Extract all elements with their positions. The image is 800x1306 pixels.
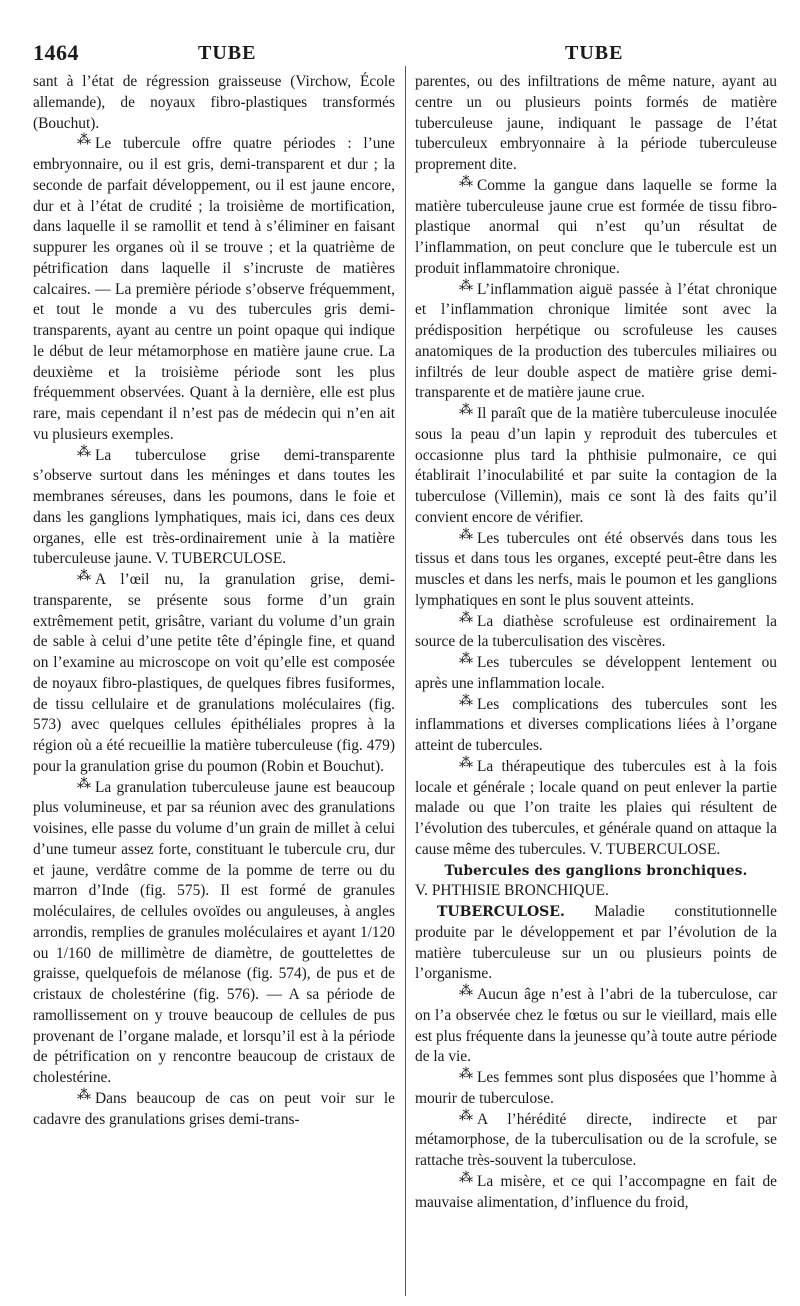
paragraph: ⁂ Comme la gangue dans laquelle se forme la matière tuberculeuse jaune crue est formée de tissu fibro-plastique anormal qui n’est qu’un résultat de l’inflammation, on peut conclure que le tubercule est un produit inflammatoire chronique. — [415, 174, 777, 277]
right-column — [415, 72, 777, 1213]
paragraph: ⁂ Les tubercules se développent lentement ou après une inflammation locale. — [415, 652, 777, 692]
paragraph: ⁂ Il paraît que de la matière tuberculeuse inoculée sous la peau d’un lapin y reproduit des tubercules et occasionne plus tard la phthisie pulmonaire, ce qui établirait l’inoculabilité et par suite la contagion de la tuberculose (Villemin), mais ce sont là des faits qu’il convient encore de vérifier. — [415, 403, 777, 526]
entry-definition: Maladie constitutionnelle produite par le développement et par l’évolution de la matière tuberculeuse sur un ou plusieurs points de l’organisme. — [415, 903, 777, 983]
paragraph: ⁂ La diathèse scrofuleuse est ordinairement la source de la tuberculisation des viscères. — [415, 610, 777, 651]
section-reference: V. PHTHISIE BRONCHIQUE. — [415, 882, 609, 900]
asterism-icon: ⁂ — [459, 1067, 473, 1082]
page-header — [0, 40, 800, 70]
paragraph: ⁂ La granulation tuberculeuse jaune est beaucoup plus volumineuse, et par sa réunion avec des granulations voisines, elle passe du volume d’un grain de millet à celui d’une tumeur assez forte, constituant le tubercule cru, dur et jaune, verdâtre comme de la pomme de terre ou du marron d’Inde (fig. 575). Il est formé de granules moléculaires, de cellules ovoïdes ou anguleuses, à angles arrondis, remplies de granules moléculaires et ayant 1/120 ou 1/160 de millimètre de diamètre, de gouttelettes de graisse, quelquefois de mélanose (fig. 574), de pus et de cristaux de cholestérine (fig. 576). — A sa période de ramollissement on y trouve beaucoup de cellules de pus provenant de l’organe malade, et lorsqu’il est à la période de pétrification on y rencontre beaucoup de cristaux de cholestérine. — [33, 776, 395, 1086]
paragraph: ⁂ A l’œil nu, la granulation grise, demi-transparente, se présente sous forme d’un grain extrêmement petit, grisâtre, variant du volume d’un grain de sable à celui d’une petite tête d’épingle fine, et quand on l’examine au microscope on voit qu’elle est composée de noyaux fibro-plastiques, de quelques fibres fusiformes, de tissu cellulaire et de granulations moléculaires (fig. 573) avec quelques cellules épithéliales propres à la région où a été recueillie la matière tuberculeuse (fig. 479) pour la granulation grise du poumon (Robin et Bouchut). — [33, 569, 395, 775]
asterism-icon: ⁂ — [77, 569, 91, 584]
paragraph: ⁂ La tuberculose grise demi-transparente s’observe surtout dans les méninges et dans toutes les membranes séreuses, dans les poumons, dans le foie et dans les ganglions lymphatiques, mais ici, dans ces deux organes, elle est très-ordinairement unie à la matière tuberculeuse jaune. V. TUBERCULOSE. — [33, 444, 395, 568]
paragraph: ⁂ Le tubercule offre quatre périodes : l’une embryonnaire, ou il est gris, demi-transparent et dur ; la seconde de parfait développement, ou il est jaune encore, dur et à l’état de crudité ; la troisième de mortification, dans laquelle il se ramollit et tend à s’éliminer en faisant suppurer les organes où il se trouve ; et la quatrième de pétrification dans laquelle il s’incruste de matières calcaires. — La première période s’observe fréquemment, et tout le monde a vu des tubercules gris demi-transparents, ayant au centre un point opaque qui indique le début de leur métamorphose en matière jaune crue. La deuxième et la troisième période sont les plus fréquemment observées. Quant à la dernière, elle est plus rare, mais cependant il n’est pas de médecin qui n’en ait vu plusieurs exemples. — [33, 133, 395, 443]
asterism-icon: ⁂ — [459, 693, 473, 709]
asterism-icon: ⁂ — [459, 984, 473, 999]
asterism-icon: ⁂ — [77, 776, 91, 792]
asterism-icon: ⁂ — [77, 133, 91, 149]
asterism-icon: ⁂ — [459, 403, 473, 418]
section-title: Tubercules des ganglions bronchiques. — [444, 862, 748, 879]
paragraph: ⁂ Dans beaucoup de cas on peut voir sur le cadavre des granulations grises demi-trans- — [33, 1087, 395, 1128]
paragraph: sant à l’état de régression graisseuse (Virchow, École allemande), de noyaux fibro-plastiques transformés (Bouchut). — [33, 73, 395, 132]
asterism-icon: ⁂ — [459, 1108, 473, 1124]
asterism-icon: ⁂ — [459, 610, 473, 626]
entry-headword: TUBERCULOSE. — [437, 904, 565, 920]
paragraph: ⁂ La thérapeutique des tubercules est à la fois locale et générale ; locale quand on peut enlever la partie malade ou que l’on traite les plaies qui résultent de l’évolution des tubercules, et générale quand on attaque la cause même des tubercules. V. TUBERCULOSE. — [415, 755, 777, 858]
asterism-icon: ⁂ — [459, 652, 473, 667]
paragraph: ⁂ Les femmes sont plus disposées que l’homme à mourir de tuberculose. — [415, 1067, 777, 1107]
asterism-icon: ⁂ — [459, 1170, 473, 1186]
running-head-left: TUBE — [198, 42, 257, 64]
running-head-right: TUBE — [565, 42, 624, 64]
paragraph: ⁂ L’inflammation aiguë passée à l’état chronique et l’inflammation chronique limitée sont avec la prédisposition herpétique ou scrofuleuse les causes anatomiques de la production des tubercules miliaires ou infiltrés de leur double aspect de matière grise demi-transparente et de matière jaune crue. — [415, 278, 777, 402]
left-column — [33, 72, 395, 1130]
paragraph: ⁂ Les tubercules ont été observés dans tous les tissus et dans tous les organes, excepté peut-être dans les muscles et dans les nerfs, mais le poumon et les ganglions lymphatiques en sont le plus souvent atteints. — [415, 527, 777, 609]
asterism-icon: ⁂ — [459, 527, 473, 543]
paragraph: ⁂ Les complications des tubercules sont les inflammations et diverses complications liées à l’organe atteint de tubercules. — [415, 693, 777, 754]
asterism-icon: ⁂ — [77, 1087, 91, 1103]
asterism-icon: ⁂ — [459, 174, 473, 190]
asterism-icon: ⁂ — [459, 278, 473, 294]
column-divider — [405, 66, 406, 1296]
paragraph: parentes, ou des infiltrations de même nature, ayant au centre un ou plusieurs points formés de matière tuberculeuse jaune, indiquant le passage de l’état tuberculeux embryonnaire à la période tuberculeuse proprement dite. — [415, 73, 777, 173]
asterism-icon: ⁂ — [459, 755, 473, 771]
paragraph: ⁂ A l’hérédité directe, indirecte et par métamorphose, de la tuberculisation ou de la scrofule, se rattache très-souvent la tuberculose. — [415, 1108, 777, 1169]
asterism-icon: ⁂ — [77, 444, 91, 460]
entry-paragraph — [415, 902, 777, 985]
paragraph: ⁂ La misère, et ce qui l’accompagne en fait de mauvaise alimentation, d’influence du froid, — [415, 1170, 777, 1211]
paragraph: ⁂ Aucun âge n’est à l’abri de la tuberculose, car on l’a observée chez le fœtus ou sur le vieillard, mais elle est plus fréquente dans la jeunesse qu’à toute autre période de la vie. — [415, 984, 777, 1066]
page-number: 1464 — [33, 40, 79, 65]
